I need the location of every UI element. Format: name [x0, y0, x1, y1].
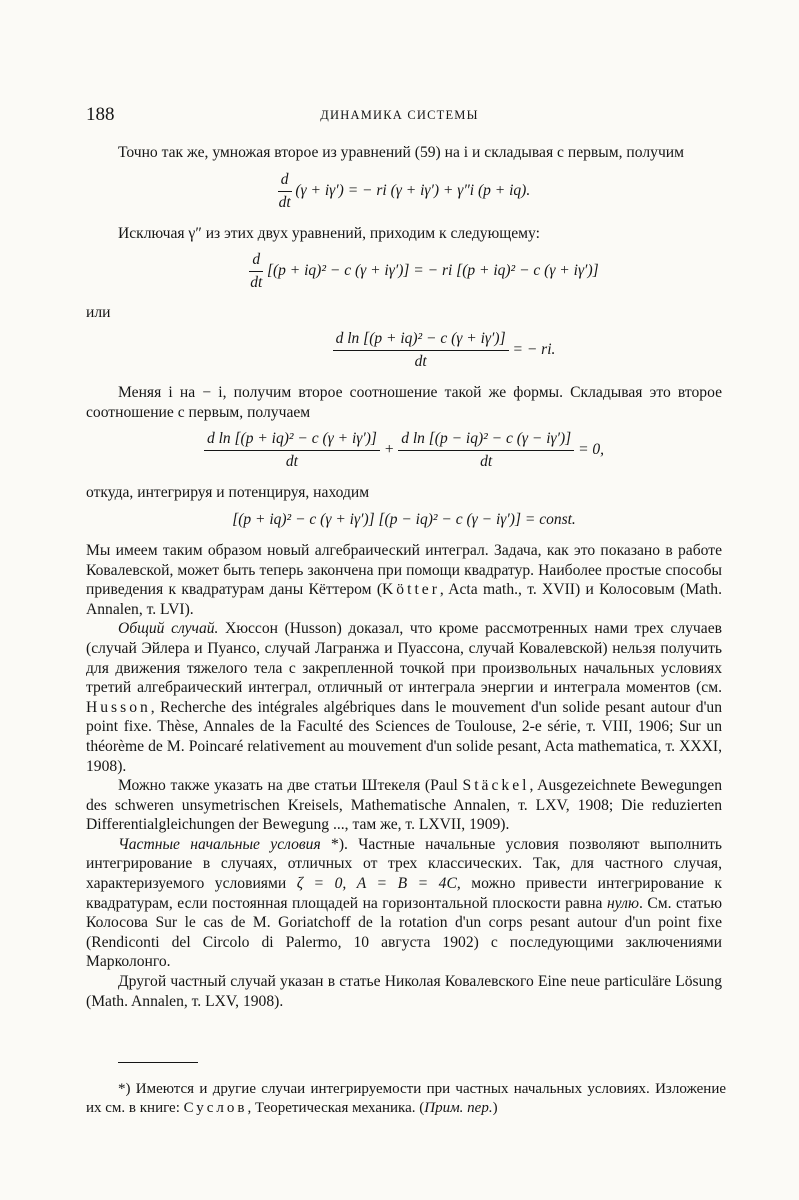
text-run: Можно также указать на две статьи Штекеля (Paul [118, 777, 463, 795]
fraction-denominator: dt [250, 274, 263, 292]
equation-3 [166, 330, 722, 371]
author-name-spaced: Kötter [382, 581, 440, 599]
paragraph-2: Исключая γ″ из этих двух уравнений, приходим к следующему: [118, 224, 540, 242]
fraction-d-dt [249, 251, 263, 292]
page-body [86, 143, 722, 1011]
paragraph-7 [86, 776, 722, 835]
page-header [86, 104, 713, 130]
text-run: ) [492, 1100, 498, 1116]
text-run: Мы имеем таким образом новый алгебраический интеграл. Задача, как это показано в работе Ковалевской, может быть теперь закончена при помощи квадратур. Наиболее простые способы приведения к квадратурам даны Кёттером ( [86, 541, 722, 599]
paragraph-4: откуда, интегрируя и потенцируя, находим [86, 484, 370, 502]
author-name-spaced: Stäckel [462, 777, 530, 795]
text-run: , Ausgezeichnete Bewegungen des schweren unsymetrischen Kreisels, Mathematische Annalen, т. LXV, 1908; Die reduzierten Differentialgleichungen der Bewegung ..., там же, т. LXVII, 1909). [86, 777, 722, 834]
equation-2 [126, 251, 722, 292]
fraction-numerator: d [249, 251, 263, 272]
fraction-right [398, 430, 574, 471]
text-run: *) Имеются и другие случаи интегрируемости при частных начальных условиях. Изложение их см. в книге: [86, 1081, 726, 1116]
equation-4 [86, 430, 722, 471]
section-title-italic: Частные начальные условия [118, 835, 321, 853]
equation-5: [(p + iq)² − c (γ + iγ′)] [(p − iq)² − c (γ − iγ′)] = const. [232, 510, 576, 528]
text-run: , можно привести интегрирование к квадратурам, если постоянная площадей на горизонтальной плоскости равна [86, 875, 722, 912]
fraction-denominator: dt [480, 453, 493, 471]
author-name-spaced: Суслов [183, 1100, 248, 1116]
author-name-spaced: Husson [86, 698, 151, 716]
equation-rhs: = 0, [578, 441, 605, 459]
fraction-denominator: dt [278, 193, 291, 211]
fraction-denominator: dt [414, 353, 427, 371]
emphasis-italic: нулю [606, 894, 639, 912]
fraction-numerator: d ln [(p + iq)² − c (γ + iγ′)] [204, 430, 380, 451]
fraction-left [204, 430, 380, 471]
text-run: , Acta math., т. XVII) и Колосовым (Math. Annalen, т. LVI). [86, 581, 723, 618]
equation-rhs: = − ri. [512, 341, 556, 359]
fraction-log-derivative [333, 330, 509, 371]
paragraph-6 [86, 619, 722, 776]
plus-sign: + [383, 441, 395, 459]
paragraph-1: Точно так же, умножая второе из уравнений (59) на i и складывая с первым, получим [118, 144, 684, 161]
fraction-numerator: d ln [(p + iq)² − c (γ + iγ′)] [333, 330, 509, 351]
section-title-italic: Общий случай. [118, 620, 219, 638]
fraction-numerator: d [278, 171, 292, 192]
footnote-text [86, 1080, 726, 1118]
text-run: Хюссон (Husson) доказал, что кроме рассмотренных нами трех случаев (случай Эйлера и Пуансо, случай Лагранжа и Пуассона, случай Ковалевской) нельзя получить для движения тяжелого тела с закрепленной точкой при произвольных начальных условиях третий алгебраический интеграл, отличный от интеграла энергии и интеграла моментов (см. [86, 620, 722, 697]
text-run: . См. статью Колосова Sur le cas de M. Goriatchoff de la rotation d'un corps pesant autour d'un point fixe (Rendiconti del Circolo di Palermo, 10 августа 1902) с последующими заключениями Марколонго. [86, 894, 722, 971]
paragraph-9: Другой частный случай указан в статье Николая Ковалевского Eine neue particuläre Lösung (Math. Annalen, т. LXV, 1908). [86, 973, 722, 1010]
fraction-numerator: d ln [(p − iq)² − c (γ − iγ′)] [398, 430, 574, 451]
paragraph-8 [86, 835, 722, 972]
page-number: 188 [86, 104, 115, 125]
text-run: , Recherche des intégrales algébriques dans le mouvement d'un solide pesant autour d'un point fixe. Thèse, Annales de la Faculté des Sciences de Toulouse, 2-e série, т. VIII, 1906; Sur un théorème de M. Poincaré relativement au mouvement d'un solide pesant, Acta mathematica, т. XXXI, 1908). [86, 698, 722, 775]
text-run: *). Частные начальные условия позволяют выполнить интегрирование в случаях, отличных от трех классических. Так, для частного случая, характеризуемого условиями [86, 835, 722, 893]
paragraph-3: Меняя i на − i, получим второе соотношение такой же формы. Складывая это второе соотношение с первым, получаем [86, 384, 722, 421]
running-head: ДИНАМИКА СИСТЕМЫ [320, 108, 479, 122]
inline-formula: ζ = 0, A = B = 4C [296, 875, 457, 893]
fraction-denominator: dt [285, 453, 298, 471]
paragraph-5 [86, 541, 722, 619]
equation-expression: (γ + iγ′) = − ri (γ + iγ′) + γ″i (p + iq). [295, 181, 531, 199]
footnote-divider [118, 1062, 198, 1063]
text-run: , Теоретическая механика. ( [247, 1100, 425, 1116]
equation-1 [86, 171, 722, 212]
equation-expression: [(p + iq)² − c (γ + iγ′)] = − ri [(p + iq)² − c (γ + iγ′)] [266, 262, 599, 280]
translator-note: Прим. пер. [424, 1100, 493, 1116]
footnote [86, 1080, 726, 1118]
connector-word: или [86, 304, 111, 322]
fraction-d-dt [278, 171, 292, 212]
